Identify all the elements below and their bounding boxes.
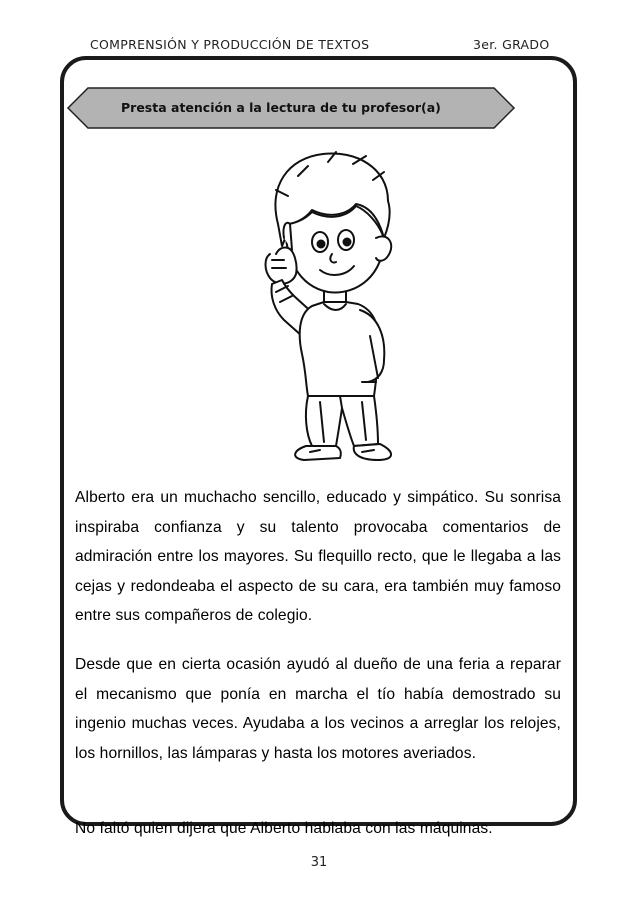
banner-instruction-text: Presta atención a la lectura de tu profesor(a) bbox=[121, 100, 441, 115]
story-paragraph-2: Desde que en cierta ocasión ayudó al dueño de una feria a reparar el mecanismo que ponía en marcha el tío había demostrado su ingenio muchas veces. Ayudaba a los vecinos a arreglar los relojes, los hornillos, las lámparas y hasta los motores averiados. bbox=[75, 656, 561, 762]
story-paragraph-3: No faltó quien dijera que Alberto hablaba con las máquinas. bbox=[75, 820, 493, 837]
page-number: 31 bbox=[310, 855, 328, 870]
header-grade: 3er. GRADO bbox=[473, 37, 550, 52]
instruction-banner bbox=[66, 86, 516, 130]
boy-raising-finger-illustration bbox=[228, 146, 424, 462]
story-paragraph-1: Alberto era un muchacho sencillo, educado y simpático. Su sonrisa inspiraba confianza y su talento provocaba comentarios de admiración entre los mayores. Su flequillo recto, que le llegaba a las cejas y redondeaba el aspecto de su cara, era también muy famoso entre sus compañeros de colegio. bbox=[75, 489, 561, 624]
header-course-title: COMPRENSIÓN Y PRODUCCIÓN DE TEXTOS bbox=[90, 37, 370, 52]
